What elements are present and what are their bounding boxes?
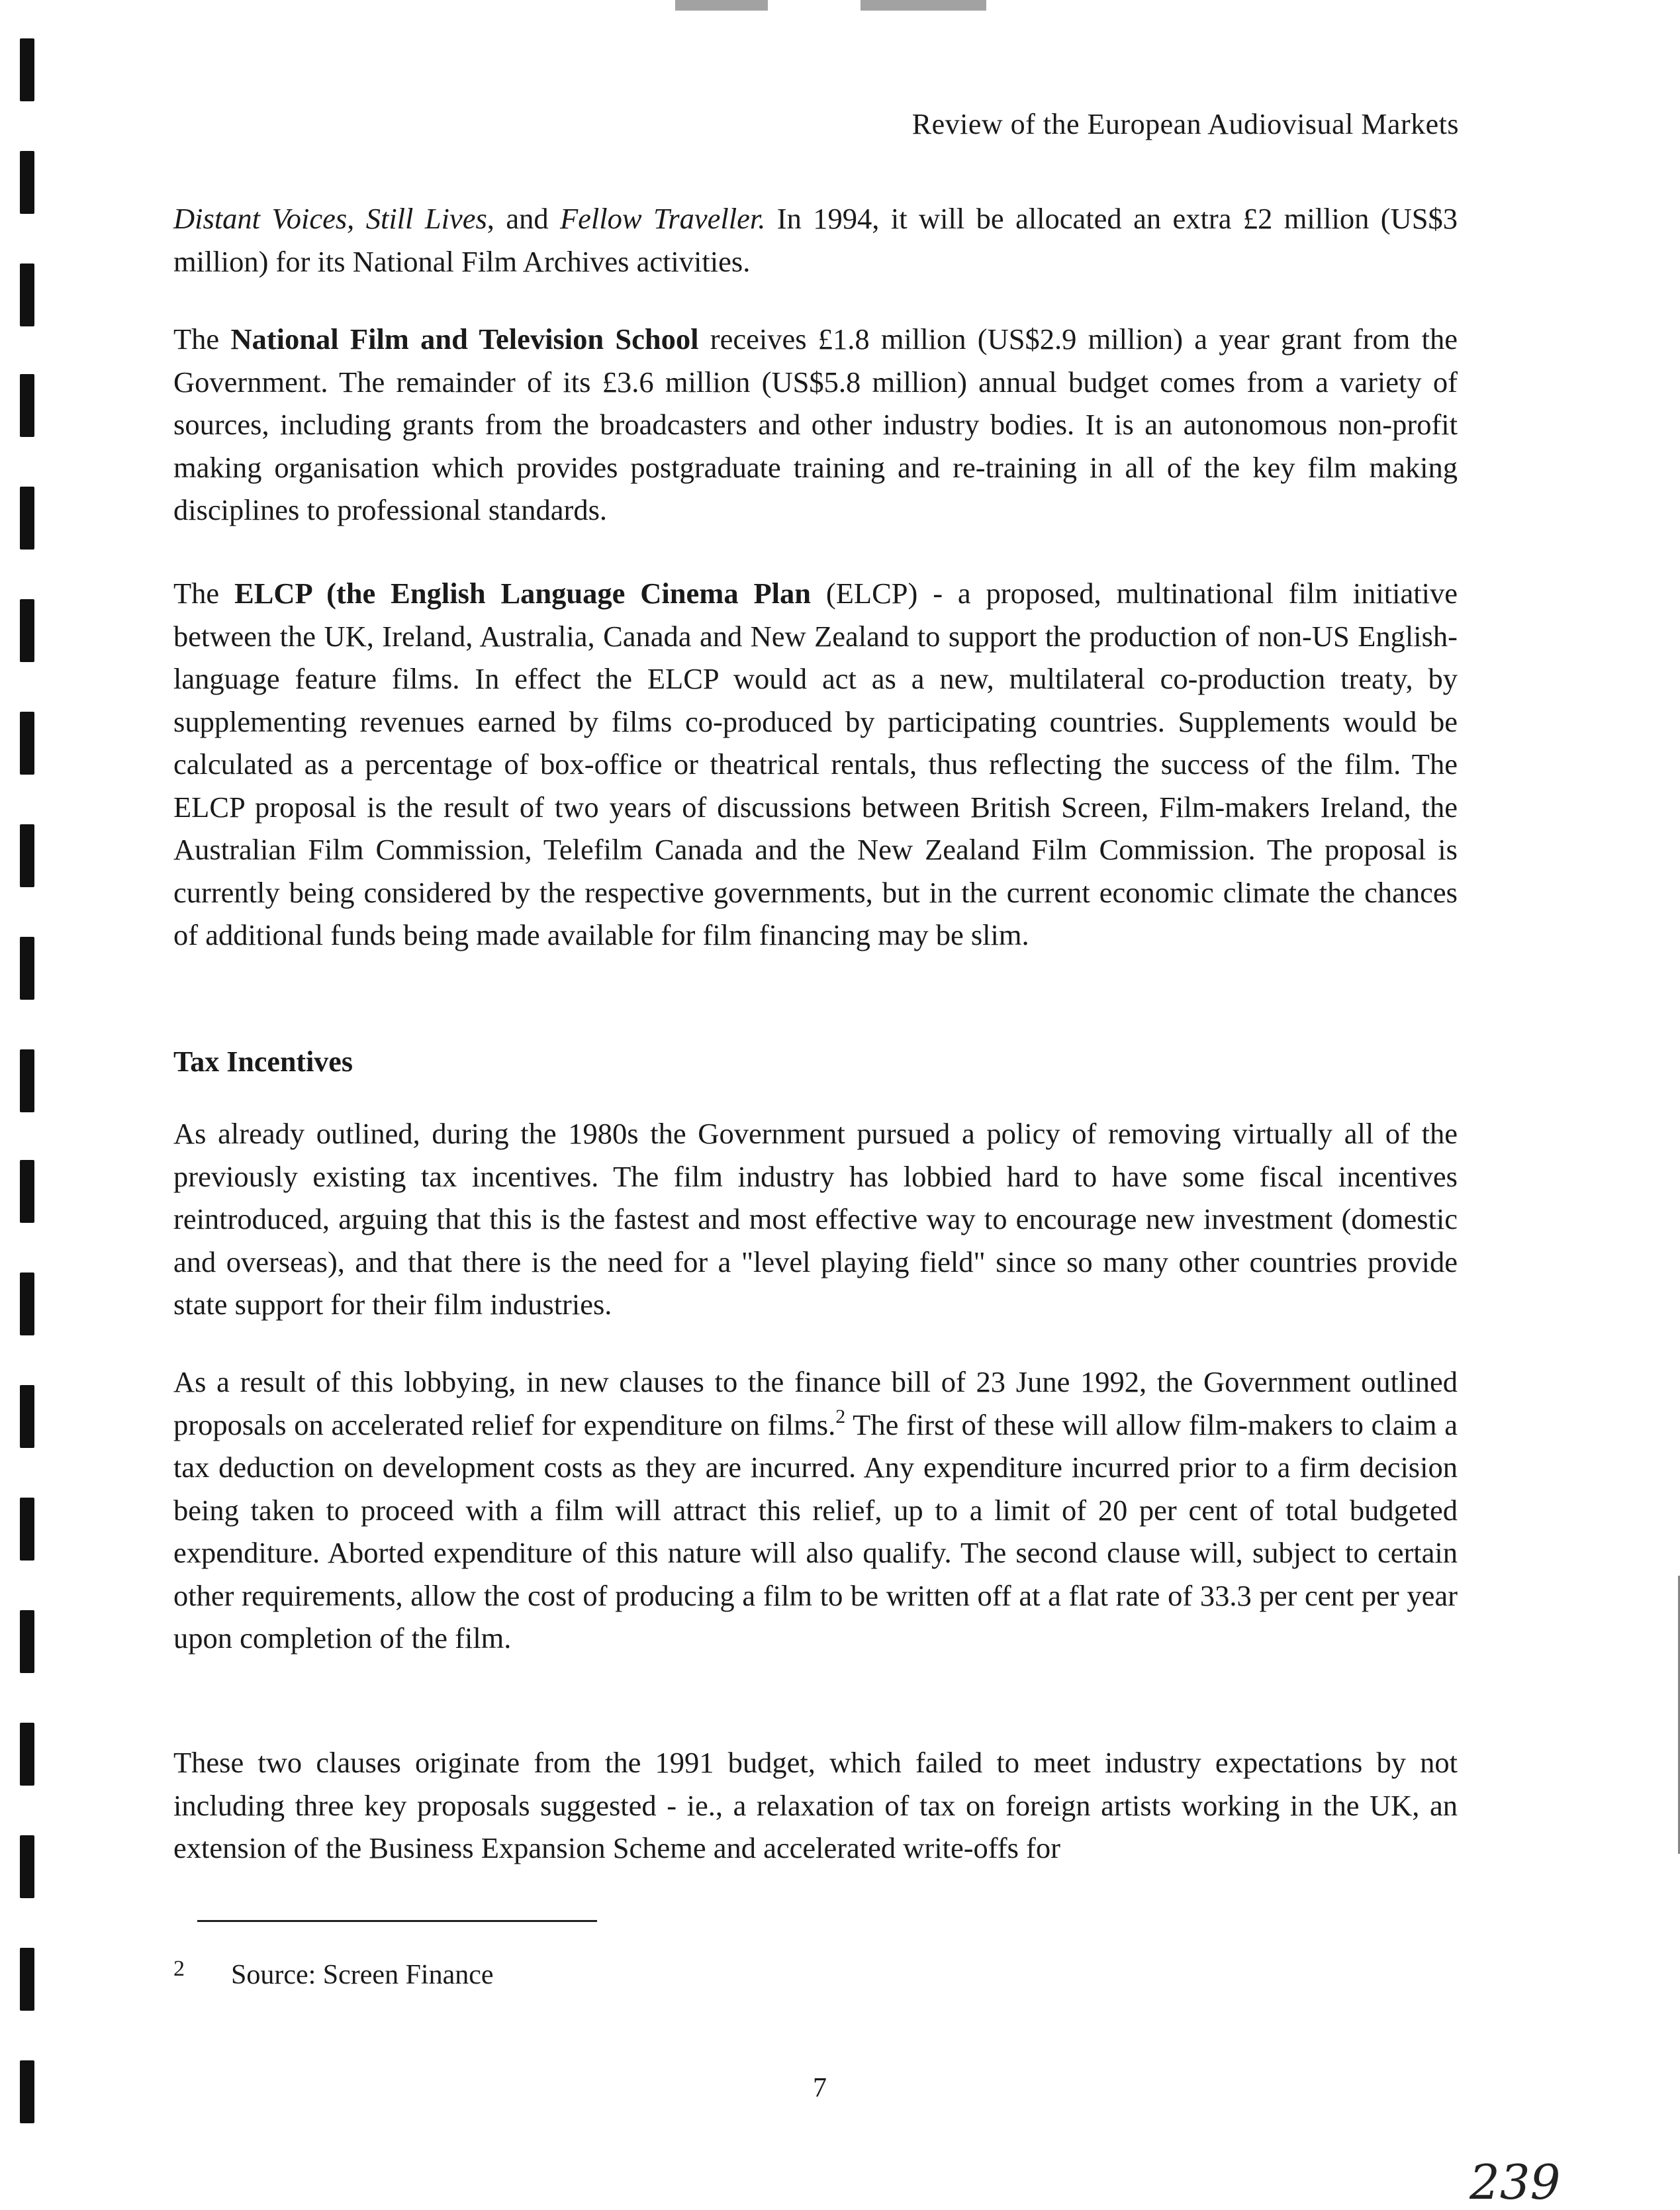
binding-mark bbox=[20, 1835, 34, 1898]
paragraph-6: These two clauses originate from the 1991 budget, which failed to meet industry expectations by not including three key proposals suggested - ie., a relaxation of tax on foreign artists working in the UK, an extension of the Business Expansion Scheme and accelerated write-offs for bbox=[173, 1746, 1458, 1864]
paragraph-4: As already outlined, during the 1980s the Government pursued a policy of removing virtually all of the previously existing tax incentives. The film industry has lobbied hard to have some fiscal incentives reintroduced, arguing that this is the fastest and most effective way to encourage new investment (domestic and overseas), and that there is the need for a "level playing field" since so many other countries provide state support for their film industries. bbox=[173, 1117, 1458, 1321]
scan-artifact bbox=[861, 0, 986, 11]
binding-marks bbox=[20, 0, 36, 2199]
binding-mark bbox=[20, 712, 34, 775]
scan-artifact bbox=[675, 0, 768, 11]
binding-mark bbox=[20, 374, 34, 437]
binding-mark bbox=[20, 1385, 34, 1448]
binding-mark bbox=[20, 1610, 34, 1673]
binding-mark bbox=[20, 824, 34, 887]
footnote-text: Source: Screen Finance bbox=[231, 1960, 494, 1990]
running-header: Review of the European Audiovisual Markets bbox=[911, 108, 1459, 140]
page-number: 7 bbox=[813, 2073, 827, 2103]
paragraph-5: As a result of this lobbying, in new clauses to the finance bill of 23 June 1992, the Government outlined proposals on accelerated relief for expenditure on films.$^2$ The first of these will allow film-makers to claim a tax deduction on development costs as they are incurred. Any expenditure incurred prior to a firm decision being taken to proceed with a film will attract this relief, up to a limit of 20 per cent of total budgeted expenditure. Aborted expenditure of this nature will also qualify. The second clause will, subject to certain other requirements, allow the cost of producing a film to be written off at a flat rate of 33.3 per cent per year upon completion of the film. bbox=[173, 1365, 1458, 1655]
binding-mark bbox=[20, 937, 34, 1000]
binding-mark bbox=[20, 264, 34, 326]
section-heading: Tax Incentives bbox=[173, 1045, 353, 1078]
binding-mark bbox=[20, 1723, 34, 1786]
paragraph-3: The ELCP (the English Language Cinema Plan (ELCP) - a proposed, multinational film initiative between the UK, Ireland, Australia, Canada and New Zealand to support the production of non-US English-language feature films. In effect the ELCP would act as a new, multilateral co-production treaty, by supplementing revenues earned by films co-produced by participating countries. Supplements would be calculated as a percentage of box-office or theatrical rentals, thus reflecting the success of the film. The ELCP proposal is the result of two years of discussions between British Screen, Film-makers Ireland, the Australian Film Commission, Telefilm Canada and the New Zealand Film Commission. The proposal is currently being considered by the respective governments, but in the current economic climate the chances of additional funds being made available for film financing may be slim. bbox=[173, 577, 1458, 951]
paragraph-2: The National Film and Television School receives £1.8 million (US$2.9 million) a year grant from the Government. The remainder of its £3.6 million (US$5.8 million) annual budget comes from a variety of sources, including grants from the broadcasters and other industry bodies. It is an autonomous non-profit making organisation which provides postgraduate training and re-training in all of the key film making disciplines to professional standards. bbox=[173, 322, 1458, 526]
binding-mark bbox=[20, 1049, 34, 1112]
binding-mark bbox=[20, 1160, 34, 1223]
footnote-rule bbox=[197, 1920, 597, 1922]
footnote-number: 2 bbox=[173, 1956, 185, 1981]
binding-mark bbox=[20, 1948, 34, 2011]
binding-mark bbox=[20, 1498, 34, 1561]
binding-mark bbox=[20, 2060, 34, 2123]
binding-mark bbox=[20, 487, 34, 550]
film-title: Distant Voices, Still Lives bbox=[173, 202, 487, 235]
binding-mark bbox=[20, 38, 34, 101]
film-title: Fellow Traveller. bbox=[560, 202, 766, 235]
binding-mark bbox=[20, 1273, 34, 1335]
footnote bbox=[173, 1956, 494, 1991]
handwritten-folio-number: 239 bbox=[1470, 2154, 1561, 2210]
paragraph-1: Distant Voices, Still Lives, and Fellow Traveller. In 1994, it will be allocated an extra £2 million (US$3 million) for its National Film Archives activities. bbox=[173, 202, 1458, 278]
binding-mark bbox=[20, 151, 34, 214]
institution-name: National Film and Television School bbox=[230, 322, 699, 356]
initiative-name: ELCP (the English Language Cinema Plan bbox=[234, 577, 812, 610]
binding-mark bbox=[20, 599, 34, 662]
footnote-reference[interactable]: 2 bbox=[835, 1405, 846, 1427]
